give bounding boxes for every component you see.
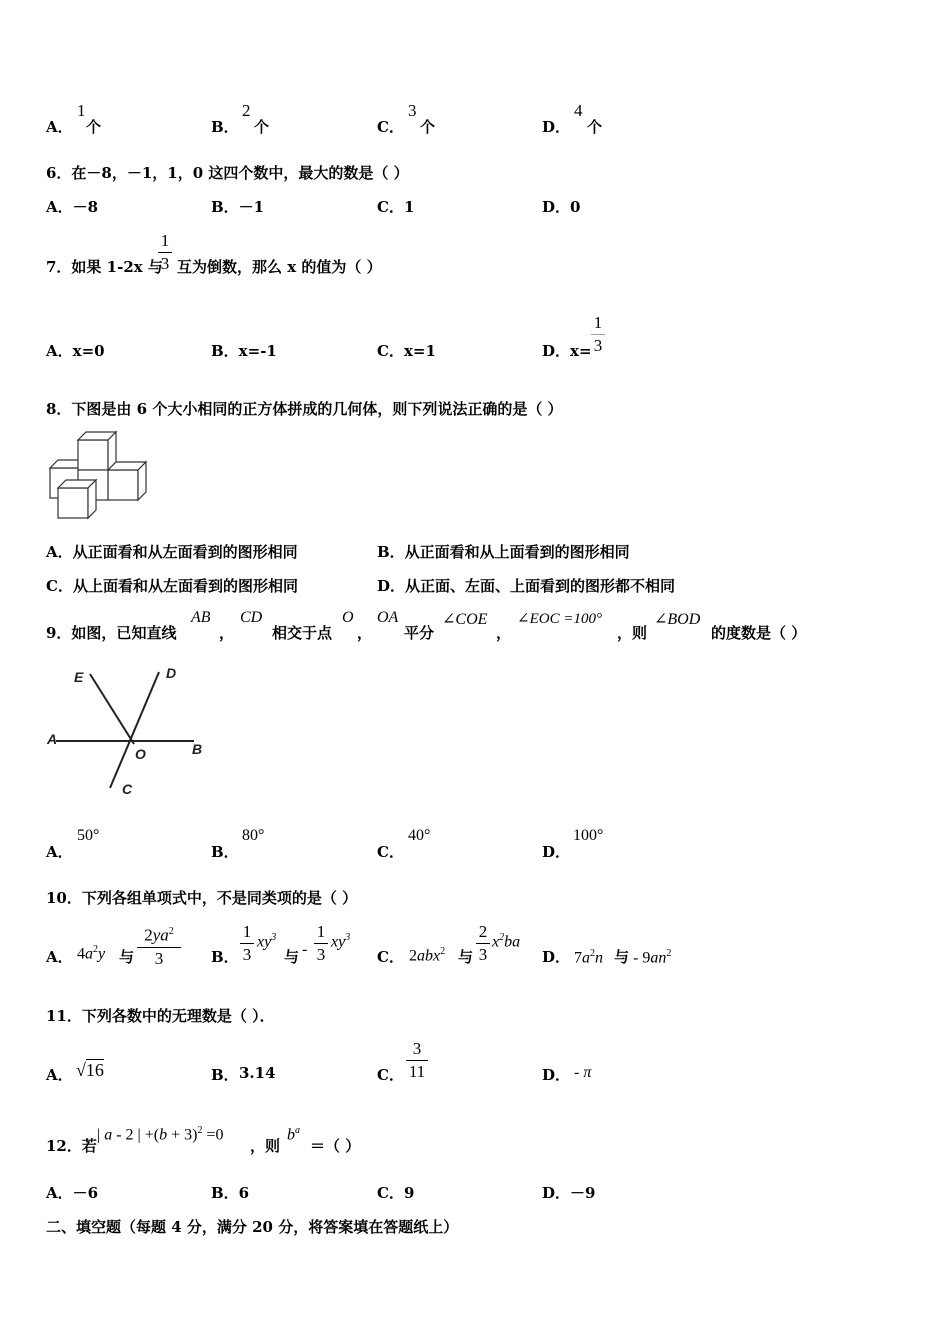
q9-option-a-letter: A． (46, 843, 73, 861)
q7-fraction-den: 3 (160, 254, 170, 273)
q10-option-a-expr1: $4a^2y$ (77, 944, 106, 963)
q11-option-a-letter: A． (46, 1066, 73, 1084)
q9-option-b-letter: B． (211, 843, 239, 861)
q9-figure-label-c: C (122, 781, 133, 797)
q9-option-d-letter: D． (542, 843, 571, 861)
q10-option-c-conj: 与 (458, 948, 474, 966)
q7-fraction-num: 1 (160, 231, 170, 250)
q9-option-d-value: 100° (573, 827, 604, 844)
q9-figure-label-o: O (135, 746, 146, 762)
q10-option-b-letter: B． (211, 948, 239, 966)
q7-stem-after: 互为倒数，那么 x 的值为（ ） (177, 258, 382, 276)
q9-angle-eoc-eq: ∠EOC =100° (517, 611, 602, 627)
q9-angle-bod: ∠BOD (654, 611, 701, 628)
q11-option-a-radicand: 16 (85, 1060, 104, 1080)
q5-option-b-suffix: 个 (254, 118, 270, 136)
q11-option-d-letter: D． (542, 1066, 571, 1084)
q9-line-figure (44, 660, 214, 802)
q6-option-b: B．－1 (211, 198, 265, 216)
q10-option-b-var2: $xy^3$ (331, 932, 351, 951)
q5-option-a-value: 1 (77, 101, 86, 120)
q10-option-a-letter: A． (46, 948, 73, 966)
q5-option-d-value: 4 (574, 101, 583, 120)
q8-option-c: C．从上面看和从左面看到的图形相同 (46, 577, 298, 595)
section2-title: 二、填空题（每题 4 分，满分 20 分，将答案填在答题纸上） (46, 1218, 459, 1236)
q11-option-c-num: 3 (412, 1039, 422, 1058)
q5-option-d-suffix: 个 (587, 118, 603, 136)
q7-option-c: C．x=1 (377, 342, 436, 360)
q9-option-b-value: 80° (242, 827, 265, 844)
q8-cube-figure (44, 428, 154, 524)
q9-angle-coe: ∠COE (442, 611, 488, 628)
q5-option-b-value: 2 (242, 101, 251, 120)
q6-stem: 6．在－8，－1，1，0 这四个数中，最大的数是（ ） (46, 164, 409, 182)
q12-condition: | a - 2 | $+(b + 3)^2 =0$ (97, 1125, 224, 1144)
q5-option-a-letter: A． (46, 118, 73, 136)
q5-option-b-letter: B． (211, 118, 239, 136)
q11-option-d-value: - π (574, 1064, 592, 1081)
q7-fraction (158, 231, 172, 274)
q9-option-c-letter: C． (377, 843, 404, 861)
q12-option-b: B．6 (211, 1184, 250, 1202)
q7-option-a: A．x=0 (46, 342, 105, 360)
q10-option-a-bar (137, 947, 181, 948)
q11-option-c-bar (406, 1060, 428, 1061)
q9-figure-label-b: B (192, 741, 203, 757)
q7-option-d-prefix: D．x= (542, 342, 592, 360)
q10-option-b-minus: - (302, 941, 308, 958)
q9-sep-2: ， (357, 624, 373, 642)
q10-stem: 10．下列各组单项式中，不是同类项的是（ ） (46, 889, 358, 907)
q9-sep-1: ， (219, 624, 235, 642)
q10-option-a-fraction: $2ya^2$ 3 (137, 922, 181, 969)
q9-option-a-value: 50° (77, 827, 100, 844)
q7-stem-before: 7．如果 1-2x 与 (46, 258, 163, 276)
q12-option-c: C．9 (377, 1184, 415, 1202)
q10-option-d-conj: 与 (614, 948, 630, 966)
q7-option-d-num: 1 (593, 313, 603, 332)
q9-stem-3: 平分 (404, 624, 435, 642)
q12-stem-prefix: 12．若 (46, 1137, 97, 1155)
q11-option-b-value: 3.14 (239, 1064, 276, 1082)
q10-option-c-letter: C． (377, 948, 404, 966)
q7-option-b: B．x=-1 (211, 342, 277, 360)
q6-option-d: D．0 (542, 198, 581, 216)
q5-option-c-value: 3 (408, 101, 417, 120)
q8-stem: 8．下图是由 6 个大小相同的正方体拼成的几何体，则下列说法正确的是（ ） (46, 400, 563, 418)
q8-option-b: B．从正面看和从上面看到的图形相同 (377, 543, 630, 561)
q9-point-o: O (342, 609, 354, 626)
q10-option-d-letter: D． (542, 948, 571, 966)
q10-option-d-expr2: - $9an^2$ (633, 948, 672, 967)
q6-option-a: A．－8 (46, 198, 99, 216)
q5-option-a-suffix: 个 (86, 118, 102, 136)
q12-stem-mid: ，则 (250, 1137, 281, 1155)
q10-option-c-expr1: 2abx$^2$ (409, 946, 446, 965)
q8-option-a: A．从正面看和从左面看到的图形相同 (46, 543, 298, 561)
q11-stem: 11．下列各数中的无理数是（ ）． (46, 1007, 275, 1025)
q10-option-c-var: $x^2ba$ (492, 932, 521, 951)
q5-option-d-letter: D． (542, 118, 571, 136)
q9-option-c-value: 40° (408, 827, 431, 844)
q9-line-cd: CD (240, 609, 263, 626)
q10-option-b-bar2 (314, 943, 328, 944)
q9-figure-label-d: D (166, 665, 177, 681)
q10-option-b-conj: 与 (284, 948, 300, 966)
q9-stem-1: 9．如图，已知直线 (46, 624, 177, 642)
q12-option-a: A．－6 (46, 1184, 99, 1202)
q7-fraction-bar (158, 252, 172, 253)
q9-stem-4: ，则 (617, 624, 648, 642)
q10-option-b-fraction2: 1 3 (314, 922, 328, 965)
q11-option-c-fraction (406, 1039, 428, 1082)
q5-option-c-suffix: 个 (420, 118, 436, 136)
q10-option-b-fraction1: 1 3 (240, 922, 254, 965)
q11-option-b-letter: B． (211, 1066, 239, 1084)
q7-option-d-bar (591, 334, 605, 335)
q7-option-d-den: 3 (593, 336, 603, 355)
q6-option-c: C．1 (377, 198, 415, 216)
q12-stem-end: ＝（ ） (310, 1137, 361, 1155)
q9-stem-2: 相交于点 (272, 624, 333, 642)
q10-option-b-bar1 (240, 943, 254, 944)
q9-stem-5: 的度数是（ ） (711, 624, 807, 642)
q9-figure-label-a: A (47, 731, 58, 747)
q12-option-d: D．－9 (542, 1184, 596, 1202)
q10-option-c-fraction: 2 3 (476, 922, 490, 965)
q7-option-d-fraction (591, 313, 605, 356)
q11-option-c-letter: C． (377, 1066, 404, 1084)
q10-option-d-expr1: $7a^2n$ (574, 948, 603, 967)
q12-power: $b^a$ (287, 1125, 300, 1144)
q10-option-b-var1: $xy^3$ (257, 932, 277, 951)
q8-option-d: D．从正面、左面、上面看到的图形都不相同 (377, 577, 676, 595)
q11-option-a-sqrt: √16 (76, 1060, 104, 1080)
q9-line-ab: AB (191, 609, 211, 626)
q9-ray-oa: OA (377, 609, 399, 626)
q10-option-a-conj: 与 (119, 948, 135, 966)
q10-option-c-bar (476, 943, 490, 944)
q9-figure-label-e: E (74, 669, 84, 685)
q9-sep-3: ， (496, 624, 512, 642)
q5-option-c-letter: C． (377, 118, 404, 136)
q11-option-c-den: 11 (408, 1062, 426, 1081)
